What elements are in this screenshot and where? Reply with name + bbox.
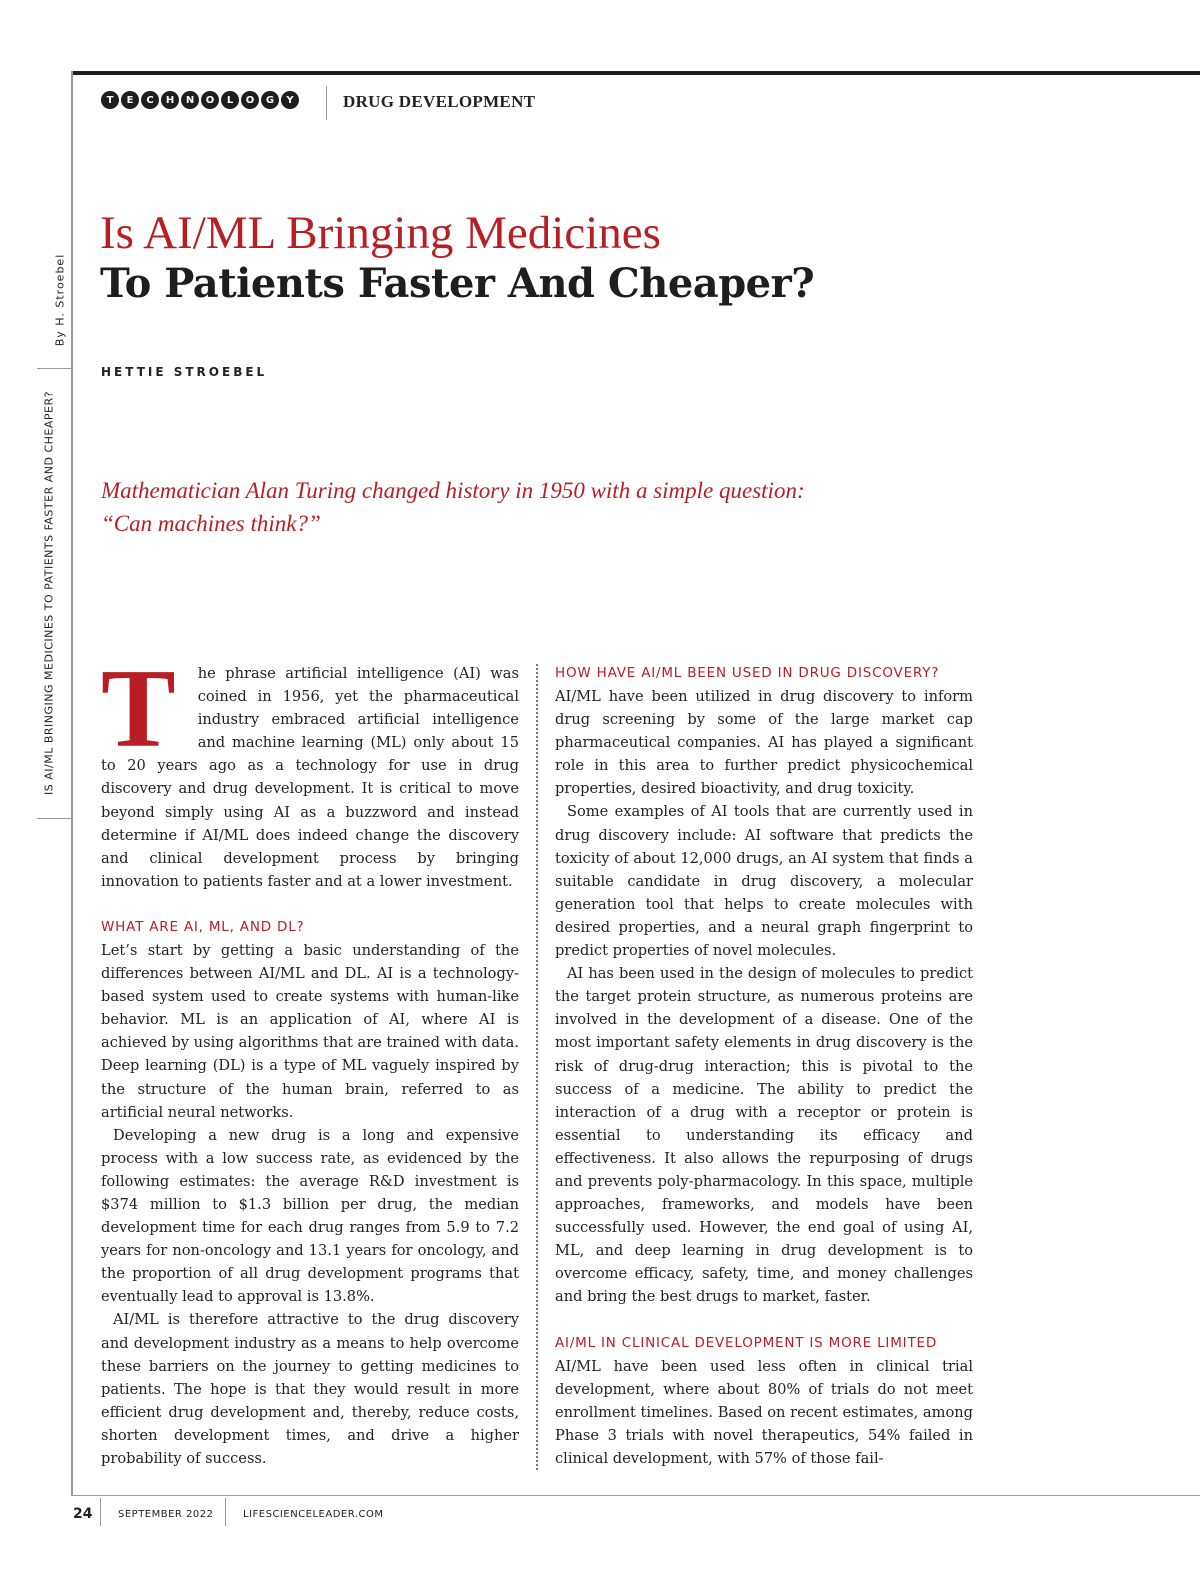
footer-divider: [225, 1498, 226, 1526]
top-rule: [72, 71, 1200, 75]
kicker-letter: H: [161, 91, 179, 109]
deck: [101, 474, 961, 540]
side-byline: By H. Stroebel: [53, 253, 67, 347]
subhead: HOW HAVE AI/ML BEEN USED IN DRUG DISCOVERY?: [555, 665, 940, 681]
body-paragraph: AI has been used in the design of molecules to predict the target protein structure, as numerous proteins are involved in the development of a disease. One of the most important safety elements in drug discovery is the risk of drug-drug interaction; this is pivotal to the success of a medicine. The ability to predict the interaction of a drug with a receptor or protein is essential to understanding its efficacy and effectiveness. It also allows the repurposing of drugs and prevents poly-pharmacology. In this space, multiple approaches, frameworks, and models have been successfully used. However, the end goal of using AI, ML, and deep learning in drug development is to overcome efficacy, safety, time, and money challenges and bring the best drugs to market, faster.: [555, 965, 973, 1306]
drop-cap: T: [101, 647, 176, 771]
intro-text: he phrase artificial intelligence (AI) was coined in 1956, yet the pharmaceutical industry embraced artificial intelligence and machine learning (ML) only about 15 to 20 years ago as a technology for use in drug discovery and drug development. It is critical to move beyond simply using AI as a buzzword and instead determine if AI/ML does indeed change the discovery and clinical development process by bringing innovation to patients faster and at a lower investment.: [101, 665, 519, 890]
left-margin-rule: [71, 71, 73, 1496]
side-divider: [37, 368, 71, 369]
page-footer: [0, 1506, 1200, 1526]
author-name: HETTIE STROEBEL: [101, 365, 268, 379]
deck-line-1: Mathematician Alan Turing changed history in 1950 with a simple question:: [101, 478, 805, 503]
body-paragraph: Developing a new drug is a long and expensive process with a low success rate, as evidenced by the following estimates: the average R&D investment is $374 million to $1.3 billion per drug, the median development time for each drug ranges from 5.9 to 7.2 years for non-oncology and 13.1 years for oncology, and the proportion of all drug development programs that eventually lead to approval is 13.8%.: [101, 1126, 519, 1306]
page-number: 24: [73, 1506, 93, 1522]
kicker-letter: E: [121, 91, 139, 109]
intro-paragraph: [101, 647, 519, 893]
body-paragraph: AI/ML have been used less often in clinical trial development, where about 80% of trials do not meet enrollment timelines. Based on recent estimates, among Phase 3 trials with novel therapeutics, 54% failed in clinical development, with 57% of those fail-: [555, 1357, 973, 1467]
kicker-letter: L: [221, 91, 239, 109]
footer-divider: [100, 1498, 101, 1526]
side-divider: [37, 818, 71, 819]
body-column-left: [101, 647, 519, 1470]
body-column-right: [555, 662, 973, 1470]
body-paragraph: Let’s start by getting a basic understanding of the differences between AI/ML and DL. AI is a technology-based system used to create systems with human-like behavior. ML is an application of AI, where AI is achieved by using algorithms that are trained with data. Deep learning (DL) is a type of ML vaguely inspired by the structure of the human brain, referred to as artificial neural networks.: [101, 941, 519, 1121]
column-divider: [536, 664, 538, 1470]
kicker-letter: O: [241, 91, 259, 109]
kicker-letter: T: [101, 91, 119, 109]
kicker-letter: Y: [281, 91, 299, 109]
kicker-letter: O: [201, 91, 219, 109]
body-paragraph: AI/ML is therefore attractive to the drug discovery and development industry as a means to help overcome these barriers on the journey to getting medicines to patients. The hope is that they would result in more efficient drug development and, thereby, reduce costs, shorten development times, and drive a higher probability of success.: [101, 1311, 519, 1467]
section-label: DRUG DEVELOPMENT: [343, 92, 536, 111]
subhead: AI/ML IN CLINICAL DEVELOPMENT IS MORE LIMITED: [555, 1334, 938, 1351]
header-divider: [326, 86, 327, 120]
body-paragraph: Some examples of AI tools that are currently used in drug discovery include: AI software that predicts the toxicity of about 12,000 drugs, an AI system that finds a suitable candidate in drug discovery, a molecular generation tool that helps to create molecules with desired properties, and a neural graph fingerprint to predict properties of novel molecules.: [555, 803, 973, 960]
title-line-2: To Patients Faster And Cheaper?: [100, 260, 815, 307]
side-running-title: IS AI/ML BRINGING MEDICINES TO PATIENTS FASTER AND CHEAPER?: [42, 391, 56, 795]
deck-line-2: “Can machines think?”: [101, 511, 321, 536]
subhead: WHAT ARE AI, ML, AND DL?: [101, 918, 305, 935]
technology-kicker: [101, 91, 299, 109]
kicker-letter: C: [141, 91, 159, 109]
website-label: LIFESCIENCELEADER.COM: [243, 1509, 384, 1520]
kicker-letter: N: [181, 91, 199, 109]
title-line-1: Is AI/ML Bringing Medicines: [100, 207, 661, 259]
issue-date: SEPTEMBER 2022: [118, 1509, 214, 1520]
bottom-rule: [71, 1495, 1200, 1496]
kicker-letter: G: [261, 91, 279, 109]
body-paragraph: AI/ML have been utilized in drug discovery to inform drug screening by some of the large market cap pharmaceutical companies. AI has played a significant role in this area to further predict physicochemical properties, desired bioactivity, and drug toxicity.: [555, 688, 973, 798]
